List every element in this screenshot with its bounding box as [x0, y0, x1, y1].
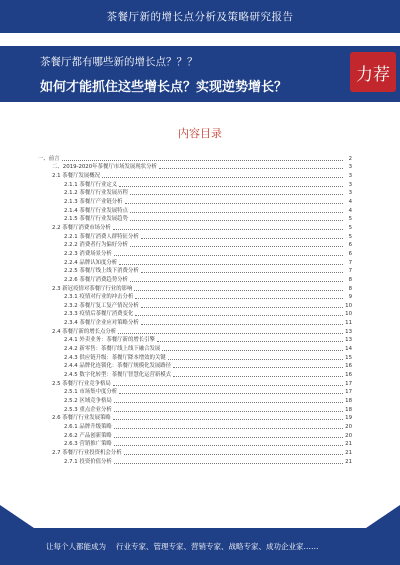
toc-row[interactable] [38, 266, 352, 275]
hero-question-1: 茶餐厅都有哪些新的增长点？？？ [40, 56, 198, 68]
toc-row[interactable] [38, 352, 352, 361]
toc-entry-label: 2.5.1 市场集中度分析 [64, 389, 118, 396]
toc-row[interactable] [38, 369, 352, 378]
toc-page-number: 17 [345, 380, 352, 387]
toc-entry-label: 2.7 茶餐厅行业投资机会分析 [52, 449, 122, 456]
toc-page-number: 5 [348, 216, 352, 223]
toc-entry-label: 2.6.1 品牌升级策略 [64, 424, 112, 430]
toc-page-number: 20 [345, 432, 352, 439]
toc-leader-dots [114, 437, 343, 438]
toc-row[interactable] [38, 231, 352, 240]
toc-leader-dots [141, 272, 343, 273]
toc-row[interactable] [38, 378, 352, 387]
toc-page-number: 14 [345, 346, 352, 353]
toc-entry-label: 二、2019-2020年茶餐厅市场发展现状分析 [52, 164, 157, 171]
footer-corner-right [366, 505, 400, 528]
toc-entry-label: 2.7.1 投资价值分析 [64, 458, 112, 465]
toc-row[interactable] [38, 361, 352, 370]
toc-row[interactable] [38, 205, 352, 214]
toc-entry-label: 2.5.3 重点企业分析 [64, 406, 112, 413]
toc-leader-dots [114, 445, 343, 446]
toc-leader-dots [141, 307, 343, 308]
toc-page-number: 5 [348, 233, 352, 240]
toc-leader-dots [119, 264, 343, 265]
toc-entry-label: 2.4.3 供应链升级：茶餐厅降本增效的关键 [64, 354, 166, 361]
toc-row[interactable] [38, 300, 352, 309]
toc-entry-label: 2.6.3 营销推广策略 [64, 441, 112, 448]
toc-row[interactable] [38, 447, 352, 456]
toc-entry-label: 2.4.4 品牌化连锁化：茶餐厅规模化发展路径 [64, 363, 172, 370]
toc-leader-dots [159, 168, 343, 169]
toc-entry-label: 2.6 茶餐厅行业发展策略 [52, 415, 111, 422]
hero-banner [0, 46, 400, 102]
toc-entry-label: 2.3.4 茶餐厅企业应对策略分析 [64, 320, 139, 327]
toc-leader-dots [124, 454, 343, 455]
toc-leader-dots [130, 194, 343, 195]
toc-page-number: 6 [348, 250, 352, 257]
toc-entry-label: 2.2 茶餐厅消费市场分析 [52, 224, 111, 231]
toc-page-number: 7 [348, 259, 352, 266]
toc-leader-dots [173, 376, 343, 377]
recommend-badge: 力荐 [350, 52, 396, 92]
toc-page-number: 3 [348, 164, 352, 171]
toc-entry-label: 2.2.4 品牌认知度分析 [64, 259, 118, 266]
toc-page-number: 15 [345, 354, 352, 361]
hero-question-2: 如何才能抓住这些增长点？实现逆势增长？ [40, 80, 288, 95]
toc-entry-label: 2.1.1 茶餐厅行业定义 [64, 181, 118, 188]
toc-page-number: 10 [345, 302, 352, 309]
toc-row[interactable] [38, 274, 352, 283]
toc-entry-label: 2.2.2 消费者行为偏好分析 [64, 242, 128, 249]
toc-row[interactable] [38, 240, 352, 249]
toc-entry-label: 2.3.2 茶餐厅复工复产情况分析 [64, 302, 139, 309]
toc-row[interactable] [38, 214, 352, 223]
toc-entry-label: 2.1.2 茶餐厅行业发展历程 [64, 190, 128, 197]
toc-entry-label: 2.4.5 数字化转型：茶餐厅智慧化运营新模式 [64, 372, 172, 379]
toc-page-number: 8 [348, 276, 352, 283]
toc-page-number: 20 [345, 424, 352, 430]
toc-entry-label: 2.4 茶餐厅新的增长点分析 [52, 328, 117, 335]
toc-page-number: 8 [348, 285, 352, 292]
toc-leader-dots [135, 315, 343, 316]
toc-leader-dots [114, 428, 343, 429]
toc-leader-dots [114, 411, 343, 412]
toc-leader-dots [113, 229, 343, 230]
toc-leader-dots [141, 324, 343, 325]
toc-page-number: 18 [345, 406, 352, 413]
footer-tags: 行业专家、管理专家、营销专家、战略专家、成功企业家…… [116, 542, 319, 551]
toc-leader-dots [114, 463, 343, 464]
toc-row[interactable] [38, 335, 352, 344]
toc-entry-label: 2.3 新冠疫情对茶餐厅行业的影响 [52, 285, 133, 292]
toc-row[interactable] [38, 248, 352, 257]
toc-entry-label: 2.1.5 茶餐厅行业发展趋势 [64, 216, 128, 223]
toc-row[interactable] [38, 456, 352, 465]
toc-row[interactable] [38, 257, 352, 266]
toc-entry-label: 2.5 茶餐厅行业竞争格局 [52, 380, 111, 387]
toc-row[interactable] [38, 326, 352, 335]
toc-row[interactable] [38, 196, 352, 205]
toc-leader-dots [125, 203, 343, 204]
toc-row[interactable] [38, 343, 352, 352]
toc-entry-label: 2.4.2 新零售：茶餐厅线上线下融合发展 [64, 346, 161, 353]
toc-leader-dots [119, 186, 343, 187]
toc-entry-label: 2.2.5 茶餐厅线上线下消费分析 [64, 268, 139, 275]
toc-leader-dots [114, 255, 343, 256]
report-title: 茶餐厅新的增长点分析及策略研究报告 [106, 11, 294, 23]
toc-page-number: 4 [348, 207, 352, 214]
toc-entry-label: 2.1 茶餐厅发展概况 [52, 172, 101, 179]
table-of-contents [38, 153, 352, 465]
toc-leader-dots [113, 385, 343, 386]
toc-leader-dots [134, 290, 343, 291]
toc-leader-dots [62, 160, 343, 161]
toc-leader-dots [114, 402, 343, 403]
footer-corner-left [0, 505, 34, 528]
toc-page-number: 16 [345, 372, 352, 379]
toc-row[interactable] [38, 395, 352, 404]
toc-entry-label: 2.3.1 疫情对行业的冲击分析 [64, 294, 134, 301]
toc-page-number: 10 [345, 311, 352, 318]
toc-row[interactable] [38, 170, 352, 179]
toc-leader-dots [130, 281, 343, 282]
toc-page-number: 3 [348, 172, 352, 179]
toc-entry-label: 2.1.4 茶餐厅行业发展特点 [64, 207, 128, 214]
toc-page-number: 18 [345, 398, 352, 405]
toc-page-number: 21 [345, 449, 352, 456]
toc-page-number: 19 [345, 415, 352, 422]
toc-leader-dots [141, 238, 343, 239]
toc-row[interactable] [38, 283, 352, 292]
toc-row[interactable] [38, 309, 352, 318]
toc-row[interactable] [38, 439, 352, 448]
toc-leader-dots [102, 177, 343, 178]
toc-page-number: 4 [348, 198, 352, 205]
toc-entry-label: 2.2.1 茶餐厅消费人群特征分析 [64, 233, 139, 240]
toc-entry-label: 2.5.2 区域竞争格局 [64, 398, 112, 405]
toc-leader-dots [113, 419, 343, 420]
toc-row[interactable] [38, 421, 352, 430]
toc-row[interactable] [38, 179, 352, 188]
toc-leader-dots [130, 220, 343, 221]
toc-leader-dots [173, 367, 343, 368]
toc-row[interactable] [38, 413, 352, 422]
toc-entry-label: 2.2.3 消费场景分析 [64, 250, 112, 257]
toc-entry-label: 2.4.1 外卖业务：茶餐厅新的增长引擎 [64, 337, 155, 344]
toc-page-number: 21 [345, 441, 352, 448]
toc-page-number: 5 [348, 224, 352, 231]
toc-row[interactable] [38, 153, 352, 162]
toc-row[interactable] [38, 430, 352, 439]
toc-leader-dots [118, 333, 343, 334]
footer-banner [0, 528, 400, 565]
toc-leader-dots [119, 393, 343, 394]
toc-page-number: 21 [345, 458, 352, 465]
toc-page-number: 17 [345, 389, 352, 396]
toc-leader-dots [168, 359, 343, 360]
toc-page-number: 3 [348, 190, 352, 197]
footer-slogan: 让每个人都能成为 [46, 542, 106, 551]
toc-page-number: 13 [345, 337, 352, 344]
toc-leader-dots [135, 298, 343, 299]
toc-leader-dots [130, 246, 343, 247]
toc-entry-label: 2.3.3 疫情后茶餐厅消费变化 [64, 311, 134, 318]
toc-page-number: 7 [348, 268, 352, 275]
toc-leader-dots [157, 341, 343, 342]
toc-entry-label: 一、前言 [38, 155, 60, 162]
toc-leader-dots [162, 350, 343, 351]
toc-page-number: 6 [348, 242, 352, 249]
toc-row[interactable] [38, 387, 352, 396]
toc-entry-label: 2.6.2 产品创新策略 [64, 432, 112, 439]
toc-page-number: 3 [348, 181, 352, 188]
toc-row[interactable] [38, 222, 352, 231]
toc-page-number: 13 [345, 328, 352, 335]
toc-row[interactable] [38, 292, 352, 301]
toc-row[interactable] [38, 317, 352, 326]
toc-row[interactable] [38, 404, 352, 413]
toc-page-number: 16 [345, 363, 352, 370]
toc-page-number: 9 [348, 294, 352, 301]
toc-page-number: 11 [345, 320, 352, 327]
toc-row[interactable] [38, 162, 352, 171]
toc-row[interactable] [38, 188, 352, 197]
toc-title: 内容目录 [178, 127, 222, 140]
toc-entry-label: 2.1.3 茶餐厅产业链分析 [64, 198, 123, 205]
toc-entry-label: 2.2.6 茶餐厅消费趋势分析 [64, 276, 128, 283]
toc-leader-dots [130, 212, 343, 213]
toc-page-number: 2 [348, 155, 352, 162]
top-banner [0, 0, 400, 33]
